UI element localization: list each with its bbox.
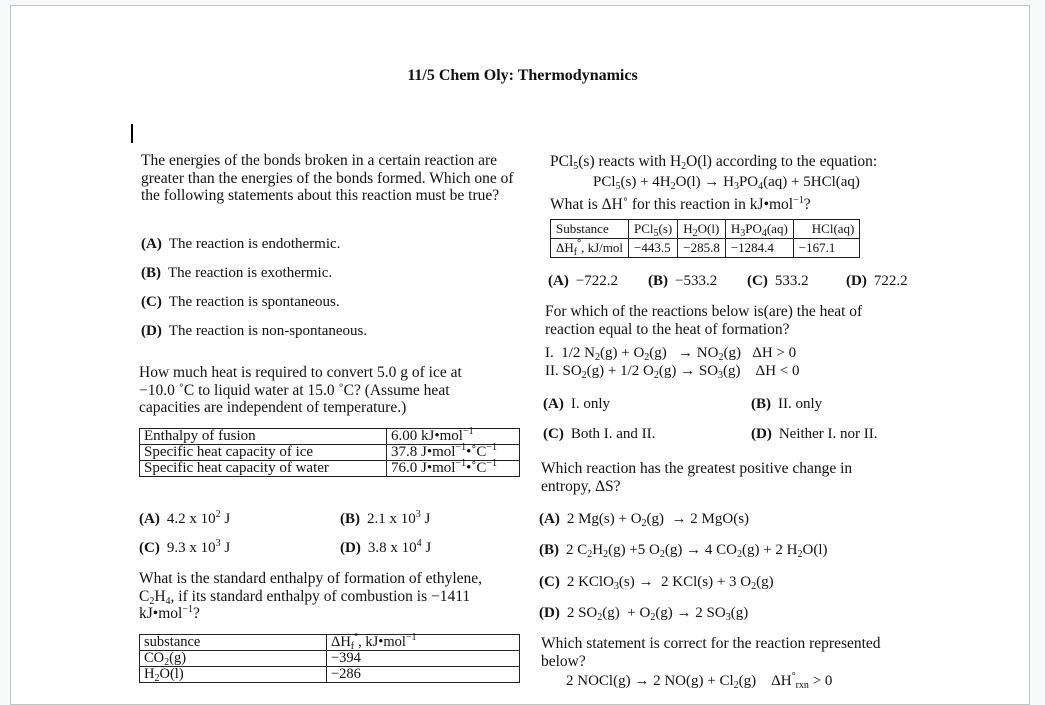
table-cell: Enthalpy of fusion	[140, 429, 387, 445]
table-cell: substance	[140, 635, 327, 651]
option-letter: (A)	[141, 236, 162, 252]
q5-option-a[interactable]: (A) I. only	[543, 396, 610, 412]
q4-option-c[interactable]: (C) 533.2	[747, 273, 809, 289]
q4-option-b[interactable]: (B) −533.2	[648, 273, 718, 289]
q6-option-b[interactable]: (B) 2 $C_2H_2(g) +5$ $O_2(g) \to 4$ $CO_2(g) + 2$ $H_2O(l)$	[539, 542, 828, 560]
q6-option-d[interactable]: (D) 2 $SO_2(g) + O_2(g) \to 2$ $SO_3(g)$	[539, 605, 749, 623]
option-text: The reaction is endothermic.	[168, 236, 341, 252]
table-cell: $\Delta H_f^\circ$, kJ•mol$^{-1}$	[327, 635, 520, 651]
table-row	[140, 651, 520, 667]
table-cell: Specific heat capacity of ice	[140, 445, 387, 461]
q4-equation: $PCl_5(s) + 4H_2O(l) \to H_3PO_4(aq) + 5HCl(aq)$	[593, 174, 860, 192]
table-cell: −1284.4	[725, 239, 793, 258]
q4-option-d[interactable]: (D) 722.2	[846, 273, 908, 289]
option-text: The reaction is non-spontaneous.	[168, 323, 368, 339]
table-row	[140, 635, 520, 651]
table-row	[140, 667, 520, 683]
table-cell: 37.8 $J•mol^{-1}•˚C^{-1}$	[387, 445, 520, 461]
option-letter: (C)	[141, 294, 162, 310]
q5-reaction-1: I. 1/2 $N_2(g) + O_2(g) \to NO_2(g) \Delta H > 0$	[545, 345, 797, 363]
q1-option-a[interactable]	[141, 236, 340, 253]
q5-option-d[interactable]: (D) Neither I. nor II.	[751, 426, 878, 442]
table-cell: −167.1	[793, 239, 860, 258]
question-7-text: Which statement is correct for the reaction represented below?	[541, 635, 881, 670]
table-row	[551, 239, 860, 258]
question-3-text: What is the standard enthalpy of formation of ethylene, $C_2H_4$, if its standard enthalpy of combustion is −1411 kJ•mol$^{-1}$?	[139, 570, 483, 622]
option-text: The reaction is exothermic.	[168, 265, 333, 281]
question-2-text: How much heat is required to convert 5.0 g of ice at −10.0 ˚C to liquid water at 15.0 ˚C? (Assume heat capacities are independent of temperature.)	[139, 364, 462, 416]
option-letter: (B)	[141, 265, 161, 281]
q7-equation: 2 NOCl(g) → 2 $NO(g) + Cl_2(g)$ $\Delta H^\circ_{rxn} > 0$	[566, 671, 833, 691]
q5-option-c[interactable]: (C) Both I. and II.	[543, 426, 656, 442]
option-letter: (D)	[141, 323, 162, 339]
table-cell: Specific heat capacity of water	[140, 461, 387, 477]
q1-option-d[interactable]	[141, 323, 367, 340]
formation-enthalpy-table	[139, 634, 520, 683]
q5-option-b[interactable]: (B) II. only	[751, 396, 823, 412]
question-5-text: For which of the reactions below is(are) the heat of reaction equal to the heat of formation?	[545, 303, 863, 338]
table-row	[140, 461, 520, 477]
question-1-text: The energies of the bonds broken in a certain reaction are greater than the energies of the bonds formed. Which one of the following statements about this reaction must be true?	[141, 152, 514, 204]
table-row	[551, 220, 860, 239]
table-cell: PCl$_5$(s)	[629, 220, 678, 239]
question-4-intro: PCl$_5$(s) reacts with $H_2O(l)$ according to the equation:	[550, 153, 878, 172]
q5-reaction-2: II. $SO_2(g) + 1/2$ $O_2(g) \to SO_3(g)$ ΔH < 0	[545, 363, 800, 381]
q4-enthalpy-table	[550, 219, 860, 258]
q2-option-c[interactable]: (C) 9.3 x $10^3$ J	[139, 538, 231, 556]
table-cell: $H_2O(l)$	[140, 667, 327, 683]
q1-option-c[interactable]	[141, 294, 340, 311]
table-cell: HCl(aq)	[793, 220, 860, 239]
table-cell: Substance	[551, 220, 629, 239]
q2-option-a[interactable]: (A) 4.2 x $10^2$ J	[139, 509, 231, 527]
table-cell: $H_2O(l)$	[678, 220, 726, 239]
q2-option-b[interactable]: (B) 2.1 x $10^3$ J	[340, 509, 431, 527]
question-6-text: Which reaction has the greatest positive change in entropy, ΔS?	[541, 460, 853, 495]
table-cell: −285.8	[678, 239, 726, 258]
q6-option-c[interactable]: (C) 2 KClO$_3$(s) → 2 KCl(s) + 3 $O_2(g)$	[539, 574, 774, 592]
text-cursor	[131, 124, 133, 143]
table-cell: 76.0 $J•mol^{-1}•˚C^{-1}$	[387, 461, 520, 477]
table-cell: 6.00 kJ•mol$^{-1}$	[387, 429, 520, 445]
q1-option-b[interactable]	[141, 265, 332, 282]
table-cell: −443.5	[629, 239, 678, 258]
question-4-text: What is ΔH˚ for this reaction in kJ•mol$^{-1}$?	[550, 195, 811, 213]
heat-data-table	[139, 428, 520, 477]
table-cell: $\Delta H_f^\circ$, kJ/mol	[551, 239, 629, 258]
q6-option-a[interactable]: (A) 2 $Mg(s) + O_2(g) \to 2$ MgO(s)	[539, 511, 750, 529]
q2-option-d[interactable]: (D) 3.8 x $10^4$ J	[340, 538, 432, 556]
option-text: The reaction is spontaneous.	[168, 294, 340, 310]
q4-option-a[interactable]: (A) −722.2	[548, 273, 619, 289]
table-cell: $CO_2(g)$	[140, 651, 327, 667]
document-title: 11/5 Chem Oly: Thermodynamics	[407, 67, 638, 84]
table-cell: $H_3PO_4(aq)$	[725, 220, 793, 239]
table-cell: −394	[327, 651, 520, 667]
table-cell: −286	[327, 667, 520, 683]
